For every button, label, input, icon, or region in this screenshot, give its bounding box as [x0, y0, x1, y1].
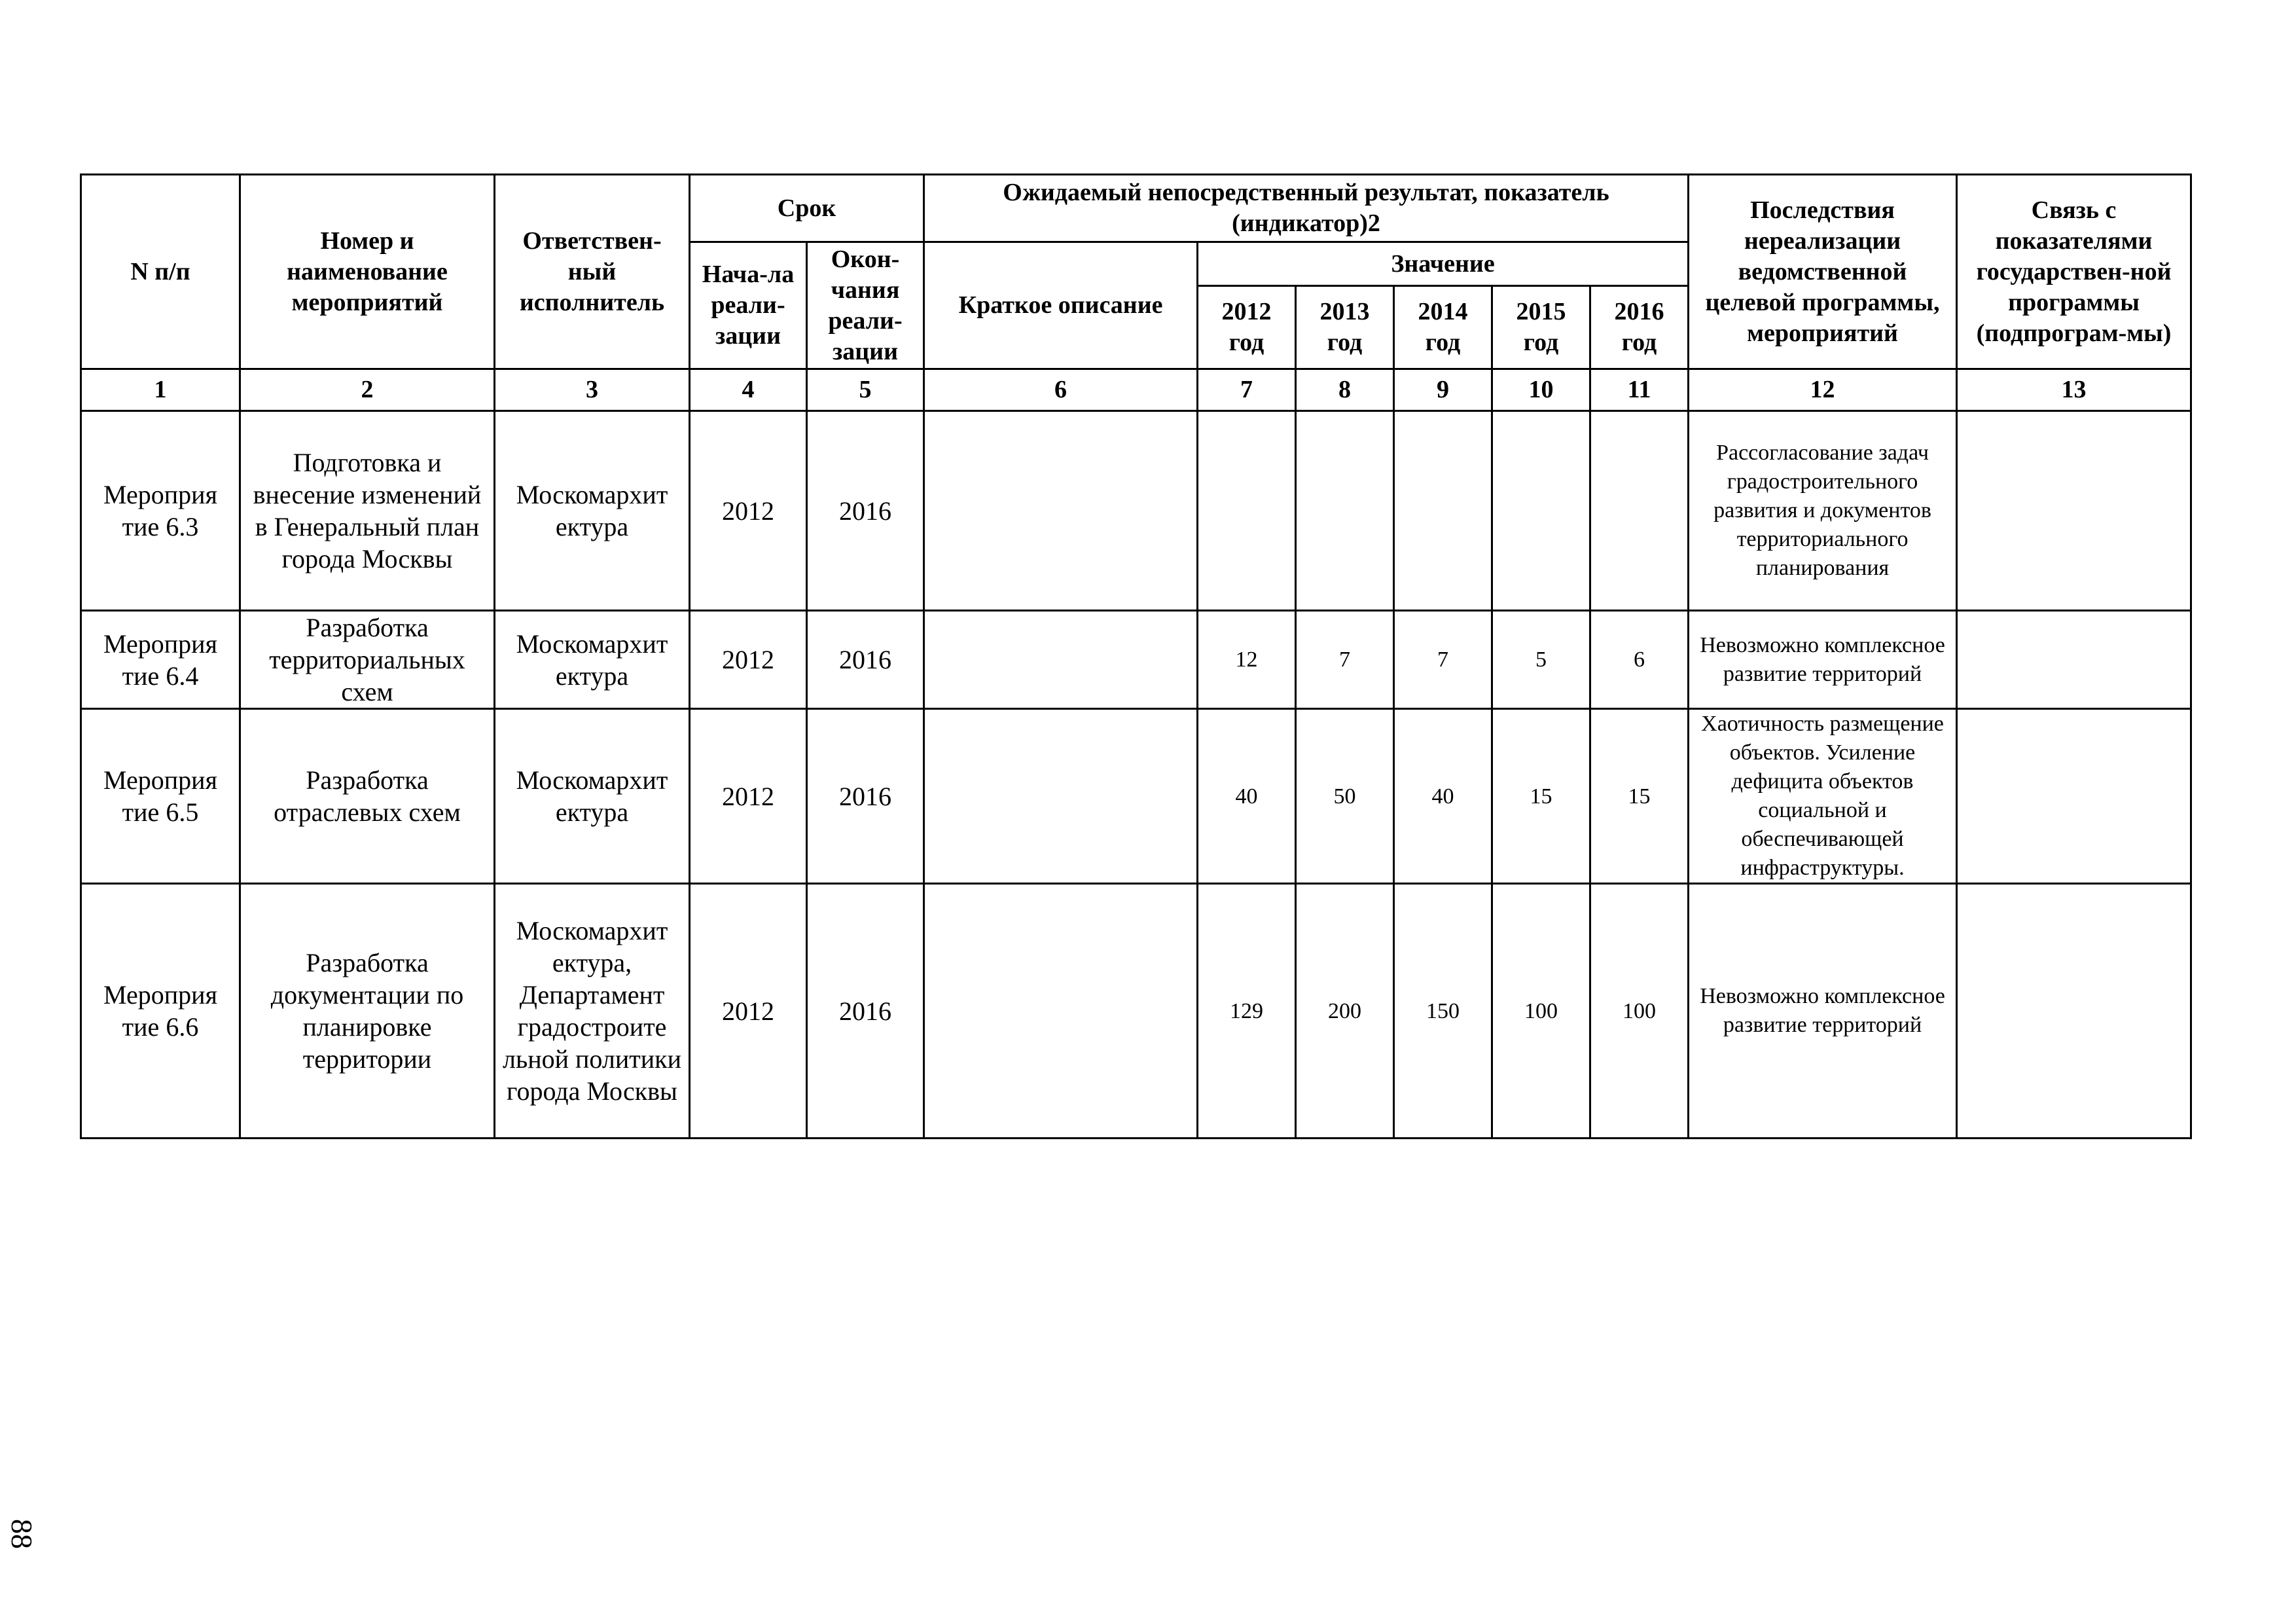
header-expected-result: Ожидаемый непосредственный результат, показатель (индикатор)2: [924, 175, 1689, 242]
start-year: 2012: [690, 411, 807, 611]
header-end: Окон-чания реали-зации: [807, 242, 924, 369]
program-link: [1957, 611, 2191, 709]
header-row-1: [81, 175, 2191, 242]
value-2016: 6: [1590, 611, 1689, 709]
column-number: 6: [924, 369, 1198, 411]
consequences: Хаотичность размещение объектов. Усиление дефицита объектов социальной и обеспечивающей инфраструктуры.: [1689, 709, 1957, 884]
value-2013: 200: [1296, 884, 1394, 1139]
measure-id: Мероприя тие 6.4: [81, 611, 240, 709]
value-2014: [1394, 411, 1492, 611]
end-year: 2016: [807, 709, 924, 884]
header-start: Нача-ла реали-зации: [690, 242, 807, 369]
end-year: 2016: [807, 411, 924, 611]
header-consequences: Последствия нереализации ведомственной целевой программы, мероприятий: [1689, 175, 1957, 369]
value-2013: [1296, 411, 1394, 611]
value-2012: 12: [1198, 611, 1296, 709]
column-number: 9: [1394, 369, 1492, 411]
value-2015: 15: [1492, 709, 1590, 884]
header-value: Значение: [1198, 242, 1689, 286]
value-2014: 7: [1394, 611, 1492, 709]
measure-name: Разработка отраслевых схем: [240, 709, 495, 884]
start-year: 2012: [690, 611, 807, 709]
value-2012: [1198, 411, 1296, 611]
consequences: Невозможно комплексное развитие территорий: [1689, 884, 1957, 1139]
end-year: 2016: [807, 884, 924, 1139]
measure-id: Мероприя тие 6.3: [81, 411, 240, 611]
column-number: 8: [1296, 369, 1394, 411]
end-year: 2016: [807, 611, 924, 709]
header-description: Краткое описание: [924, 242, 1198, 369]
value-2015: 5: [1492, 611, 1590, 709]
header-year: 2015 год: [1492, 286, 1590, 369]
column-numbers-row: [81, 369, 2191, 411]
description: [924, 884, 1198, 1139]
header-measure-name: Номер и наименование мероприятий: [240, 175, 495, 369]
table-row: [81, 611, 2191, 709]
value-2013: 50: [1296, 709, 1394, 884]
measure-name: Разработка территориальных схем: [240, 611, 495, 709]
description: [924, 611, 1198, 709]
header-number: N п/п: [81, 175, 240, 369]
header-responsible: Ответствен-ный исполнитель: [495, 175, 690, 369]
description: [924, 709, 1198, 884]
start-year: 2012: [690, 709, 807, 884]
value-2012: 129: [1198, 884, 1296, 1139]
header-year: 2012 год: [1198, 286, 1296, 369]
value-2013: 7: [1296, 611, 1394, 709]
column-number: 4: [690, 369, 807, 411]
header-year: 2014 год: [1394, 286, 1492, 369]
responsible: Москомархит ектура: [495, 709, 690, 884]
consequences: Рассогласование задач градостроительного развития и документов территориального планирования: [1689, 411, 1957, 611]
program-link: [1957, 884, 2191, 1139]
column-number: 10: [1492, 369, 1590, 411]
value-2016: 100: [1590, 884, 1689, 1139]
responsible: Москомархит ектура, Департамент градостроите льной политики города Москвы: [495, 884, 690, 1139]
column-number: 12: [1689, 369, 1957, 411]
value-2014: 150: [1394, 884, 1492, 1139]
value-2015: 100: [1492, 884, 1590, 1139]
value-2012: 40: [1198, 709, 1296, 884]
measure-name: Разработка документации по планировке территории: [240, 884, 495, 1139]
column-number: 3: [495, 369, 690, 411]
value-2016: [1590, 411, 1689, 611]
measure-id: Мероприя тие 6.6: [81, 884, 240, 1139]
page-number: 88: [5, 1519, 39, 1549]
responsible: Москомархит ектура: [495, 411, 690, 611]
column-number: 5: [807, 369, 924, 411]
responsible: Москомархит ектура: [495, 611, 690, 709]
measure-id: Мероприя тие 6.5: [81, 709, 240, 884]
program-measures-table: [80, 173, 2192, 1139]
value-2015: [1492, 411, 1590, 611]
column-number: 2: [240, 369, 495, 411]
table-row: [81, 709, 2191, 884]
header-year: 2013 год: [1296, 286, 1394, 369]
measure-name: Подготовка и внесение изменений в Генеральный план города Москвы: [240, 411, 495, 611]
value-2016: 15: [1590, 709, 1689, 884]
program-link: [1957, 411, 2191, 611]
value-2014: 40: [1394, 709, 1492, 884]
description: [924, 411, 1198, 611]
table-row: [81, 884, 2191, 1139]
header-year: 2016 год: [1590, 286, 1689, 369]
start-year: 2012: [690, 884, 807, 1139]
column-number: 11: [1590, 369, 1689, 411]
consequences: Невозможно комплексное развитие территорий: [1689, 611, 1957, 709]
header-term: Срок: [690, 175, 924, 242]
column-number: 1: [81, 369, 240, 411]
column-number: 13: [1957, 369, 2191, 411]
header-link: Связь с показателями государствен-ной программы (подпрограм-мы): [1957, 175, 2191, 369]
column-number: 7: [1198, 369, 1296, 411]
table-row: [81, 411, 2191, 611]
program-link: [1957, 709, 2191, 884]
